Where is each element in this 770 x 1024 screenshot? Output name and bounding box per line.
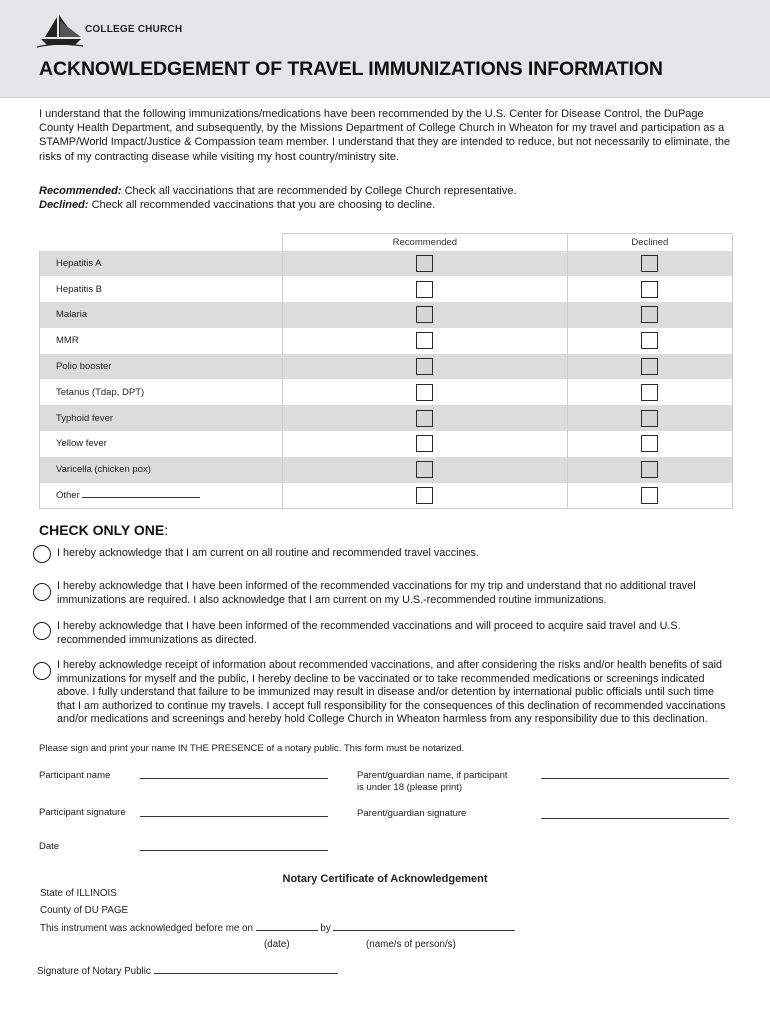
notary-instrument-line (40, 922, 515, 934)
option-3-text: I hereby acknowledge that I have been informed of the recommended vaccinations and will proceed to acquire said travel and U.S. recommended immunizations as directed. (57, 620, 681, 646)
table-row (40, 483, 733, 509)
recommended-cell (283, 354, 568, 380)
table-row (40, 379, 733, 405)
table-row (40, 457, 733, 483)
guardian-signature-label: Parent/guardian signature (357, 808, 467, 819)
recommended-checkbox[interactable] (416, 332, 433, 349)
date-caption: (date) (264, 939, 290, 950)
table-header-blank (40, 234, 283, 251)
declined-checkbox[interactable] (641, 487, 658, 504)
instrument-prefix: This instrument was acknowledged before me on (40, 923, 253, 934)
immunization-name (40, 431, 283, 457)
option-3-radio[interactable] (33, 622, 51, 640)
signature-note: Please sign and print your name IN THE PRESENCE of a notary public. This form must be notarized. (39, 743, 465, 754)
notary-signature-label: Signature of Notary Public (37, 966, 151, 977)
declined-checkbox[interactable] (641, 332, 658, 349)
college-church-logo (37, 15, 187, 49)
instrument-by: by (320, 923, 331, 934)
option-1-radio[interactable] (33, 545, 51, 563)
intro-paragraph: I understand that the following immunizations/medications have been recommended by the U.S. Center for Disease Control, the DuPage County Health Department, and subsequently, by the Missions Department of College Church in Wheaton for my travel and participation as a STAMP/World Impact/Justice & Compassion team member. I understand that they are intended to reduce, but not necessarily to eliminate, the risks of my contracting disease while visiting my host country/ministry site. (39, 108, 731, 163)
table-row (40, 405, 733, 431)
participant-signature-field[interactable] (140, 816, 328, 817)
date-field[interactable] (140, 850, 328, 851)
immunization-label: Polio booster (56, 361, 112, 373)
guardian-signature-field[interactable] (541, 818, 729, 819)
declined-checkbox[interactable] (641, 461, 658, 478)
names-caption: (name/s of person/s) (366, 939, 456, 950)
option-4-radio[interactable] (33, 662, 51, 680)
immunization-label: Tetanus (Tdap, DPT) (56, 386, 145, 398)
recommended-cell (283, 405, 568, 431)
declined-cell (567, 431, 732, 457)
recommended-checkbox[interactable] (416, 306, 433, 323)
immunization-label: Malaria (56, 309, 88, 321)
declined-checkbox[interactable] (641, 435, 658, 452)
header-recommended: Recommended (283, 234, 568, 251)
table-row (40, 251, 733, 277)
declined-cell (567, 276, 732, 302)
guardian-name-field[interactable] (541, 778, 729, 779)
notary-title: Notary Certificate of Acknowledgement (282, 873, 488, 885)
declined-checkbox[interactable] (641, 255, 658, 272)
participant-signature-label: Participant signature (39, 807, 126, 818)
declined-cell (567, 405, 732, 431)
date-label: Date (39, 841, 60, 852)
declined-cell (567, 302, 732, 328)
table-row (40, 276, 733, 302)
recommended-text: Check all vaccinations that are recommended by College Church representative. (121, 185, 517, 197)
immunization-name (40, 302, 283, 328)
definitions (39, 184, 739, 213)
page-title: ACKNOWLEDGEMENT OF TRAVEL IMMUNIZATIONS INFORMATION (39, 58, 663, 80)
declined-cell (567, 483, 732, 509)
declined-cell (567, 457, 732, 483)
option-1-text: I hereby acknowledge that I am current on all routine and recommended travel vaccines. (57, 547, 479, 559)
check-only-one-label: CHECK ONLY ONE (39, 522, 165, 538)
recommended-cell (283, 328, 568, 354)
notary-signature-line (37, 965, 338, 977)
declined-checkbox[interactable] (641, 281, 658, 298)
immunization-label: Hepatitis A (56, 257, 102, 269)
recommended-checkbox[interactable] (416, 435, 433, 452)
declined-label: Declined: (39, 199, 89, 212)
immunization-name (40, 354, 283, 380)
immunization-name (40, 276, 283, 302)
declined-checkbox[interactable] (641, 384, 658, 401)
recommended-cell (283, 251, 568, 277)
notary-names-field[interactable] (333, 922, 515, 931)
immunizations-table (39, 233, 733, 509)
immunization-name (40, 483, 283, 509)
header-declined: Declined (567, 234, 732, 251)
recommended-checkbox[interactable] (416, 255, 433, 272)
recommended-checkbox[interactable] (416, 410, 433, 427)
check-only-one-title (39, 522, 168, 538)
declined-checkbox[interactable] (641, 410, 658, 427)
immunization-label: Yellow fever (56, 438, 107, 450)
guardian-name-label-1: Parent/guardian name, if participant (357, 770, 508, 781)
recommended-definition (39, 184, 739, 198)
recommended-checkbox[interactable] (416, 487, 433, 504)
table-row (40, 302, 733, 328)
guardian-name-label-2: is under 18 (please print) (357, 782, 463, 793)
other-immunization-field[interactable] (82, 489, 200, 498)
logo-text: COLLEGE CHURCH (85, 24, 183, 35)
immunization-label: Other (56, 490, 80, 502)
participant-name-label: Participant name (39, 770, 111, 781)
ship-logo-icon (37, 15, 83, 49)
declined-checkbox[interactable] (641, 306, 658, 323)
recommended-checkbox[interactable] (416, 461, 433, 478)
table-row (40, 431, 733, 457)
notary-county: County of DU PAGE (40, 905, 129, 916)
recommended-cell (283, 483, 568, 509)
recommended-checkbox[interactable] (416, 384, 433, 401)
recommended-cell (283, 276, 568, 302)
immunization-label: Varicella (chicken pox) (56, 464, 151, 476)
notary-signature-field[interactable] (154, 965, 338, 974)
option-2-text: I hereby acknowledge that I have been informed of the recommended vaccinations for my trip and understand that no additional travel immunizations are required. I also acknowledge that I am current on my U.S.-recommended routine immunizations. (57, 580, 696, 606)
recommended-cell (283, 431, 568, 457)
recommended-cell (283, 379, 568, 405)
recommended-cell (283, 457, 568, 483)
declined-cell (567, 354, 732, 380)
table-row (40, 328, 733, 354)
declined-cell (567, 328, 732, 354)
declined-checkbox[interactable] (641, 358, 658, 375)
immunization-name (40, 405, 283, 431)
page-header (0, 0, 770, 98)
declined-cell (567, 379, 732, 405)
immunization-name (40, 457, 283, 483)
immunization-label: Typhoid fever (56, 412, 114, 424)
declined-cell (567, 251, 732, 277)
immunization-name (40, 328, 283, 354)
check-only-one-colon: : (164, 522, 169, 538)
recommended-cell (283, 302, 568, 328)
recommended-checkbox[interactable] (416, 358, 433, 375)
immunization-name (40, 379, 283, 405)
immunization-label: Hepatitis B (56, 283, 102, 295)
notary-date-field[interactable] (256, 922, 318, 931)
recommended-label: Recommended: (39, 185, 122, 197)
immunization-label: MMR (56, 335, 79, 347)
immunization-name (40, 251, 283, 277)
declined-definition (39, 198, 739, 212)
recommended-checkbox[interactable] (416, 281, 433, 298)
participant-name-field[interactable] (140, 778, 328, 779)
notary-state: State of ILLINOIS (40, 888, 117, 899)
table-row (40, 354, 733, 380)
option-2-radio[interactable] (33, 583, 51, 601)
option-4-text: I hereby acknowledge receipt of information about recommended vaccinations, and after considering the risks and/or health benefits of said immunizations for myself and the public, I hereby decline to be vaccinated or to take recommended medications or screenings indicated above. I fully understand that failure to be immunized may result in disease and/or detention by international public officials until such time that I am authorized to continue my travels. I accept full responsibility for the consequences of this declination of recommended vaccinations and/or medications and screenings and hereby hold College Church in Wheaton harmless from any responsibility due to this declination. (57, 659, 726, 726)
declined-text: Check all recommended vaccinations that you are choosing to decline. (88, 199, 436, 212)
